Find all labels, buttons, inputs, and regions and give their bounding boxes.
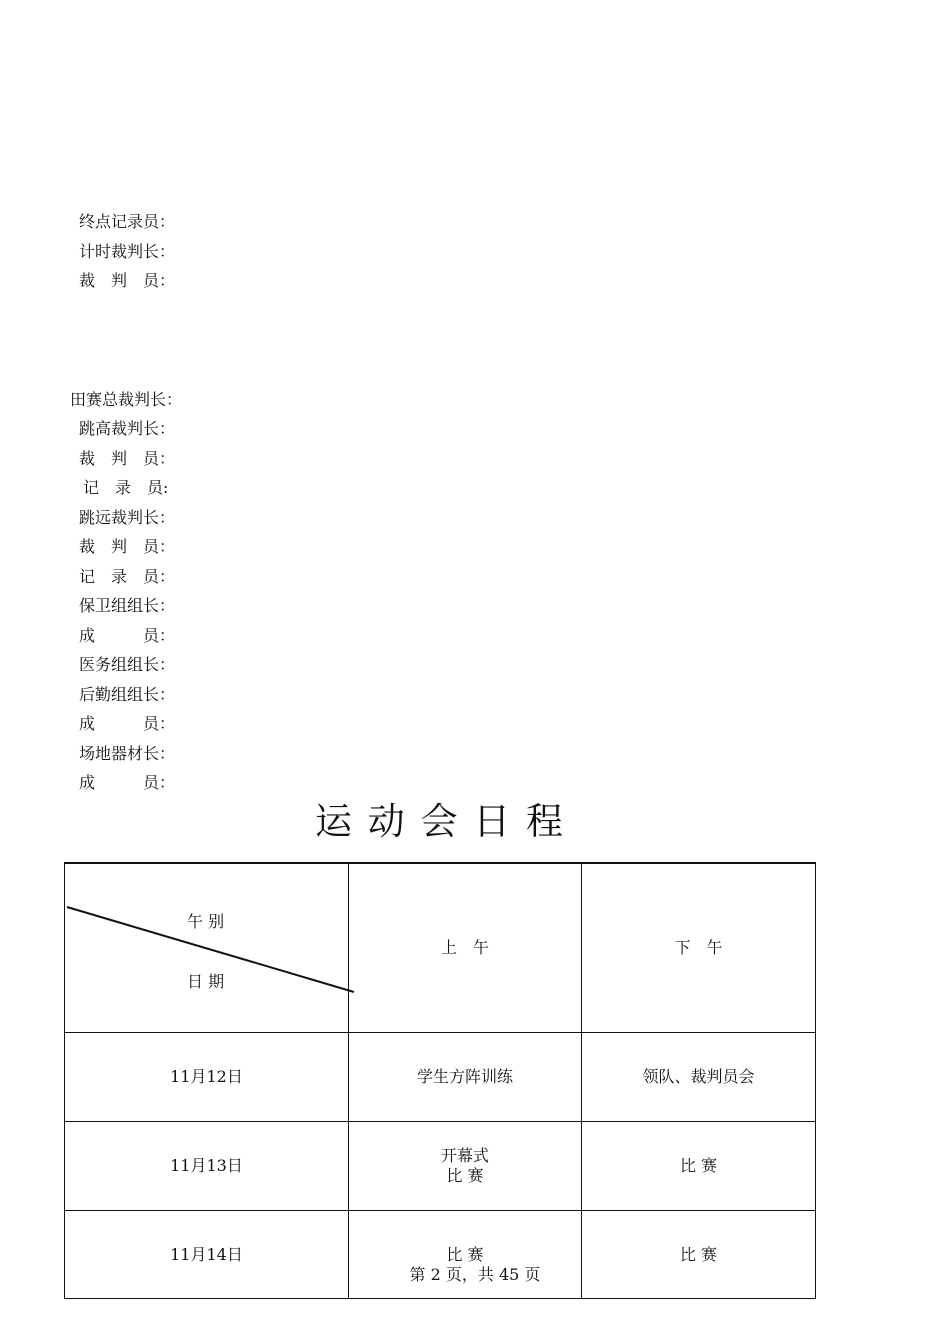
staff-line-judges: 裁 判 员： — [79, 271, 176, 290]
row-date: 11月14日 — [65, 1211, 349, 1299]
staff-line-security-members: 成 员： — [79, 626, 176, 645]
staff-line-finish-recorder: 终点记录员： — [79, 212, 176, 231]
staff-line-long-jump-judges: 裁 判 员： — [79, 537, 176, 556]
staff-line-logistics-members: 成 员： — [79, 714, 176, 733]
corner-label-period: 午 别 — [187, 912, 225, 931]
corner-label-date: 日 期 — [187, 972, 225, 991]
table-row — [65, 1033, 816, 1122]
row-morning: 学生方阵训练 — [349, 1033, 582, 1122]
row-date: 11月12日 — [65, 1033, 349, 1122]
table-row — [65, 1122, 816, 1211]
staff-line-venue-members: 成 员： — [79, 773, 176, 792]
staff-line-high-jump-judges: 裁 判 员： — [79, 449, 176, 468]
staff-line-high-jump-chief: 跳高裁判长： — [79, 419, 176, 438]
header-morning: 上 午 — [349, 863, 582, 1033]
staff-line-long-jump-recorder: 记 录 员： — [79, 567, 176, 586]
schedule-table — [64, 862, 816, 1299]
staff-line-venue-chief: 场地器材长： — [79, 744, 176, 763]
staff-line-medical-chief: 医务组组长： — [79, 655, 176, 674]
corner-cell — [65, 863, 349, 1033]
staff-line-timing-chief: 计时裁判长： — [79, 242, 176, 261]
row-afternoon: 比 赛 — [582, 1122, 816, 1211]
header-afternoon: 下 午 — [582, 863, 816, 1033]
staff-line-security-chief: 保卫组组长： — [79, 596, 176, 615]
schedule-title: 运 动 会 日 程 — [314, 800, 566, 843]
staff-line-field-chief: 田赛总裁判长： — [70, 390, 183, 409]
staff-line-logistics-chief: 后勤组组长： — [79, 685, 176, 704]
table-header-row — [65, 863, 816, 1033]
row-morning: 比 赛 — [349, 1211, 582, 1299]
staff-line-long-jump-chief: 跳远裁判长： — [79, 508, 176, 527]
page-footer: 第 2 页，共 45 页 — [409, 1265, 541, 1284]
row-afternoon: 领队、裁判员会 — [582, 1033, 816, 1122]
table-row — [65, 1211, 816, 1299]
row-afternoon: 比 赛 — [582, 1211, 816, 1299]
row-morning: 开幕式 比 赛 — [349, 1122, 582, 1211]
staff-line-high-jump-recorder: 记 录 员: — [83, 478, 169, 497]
row-date: 11月13日 — [65, 1122, 349, 1211]
